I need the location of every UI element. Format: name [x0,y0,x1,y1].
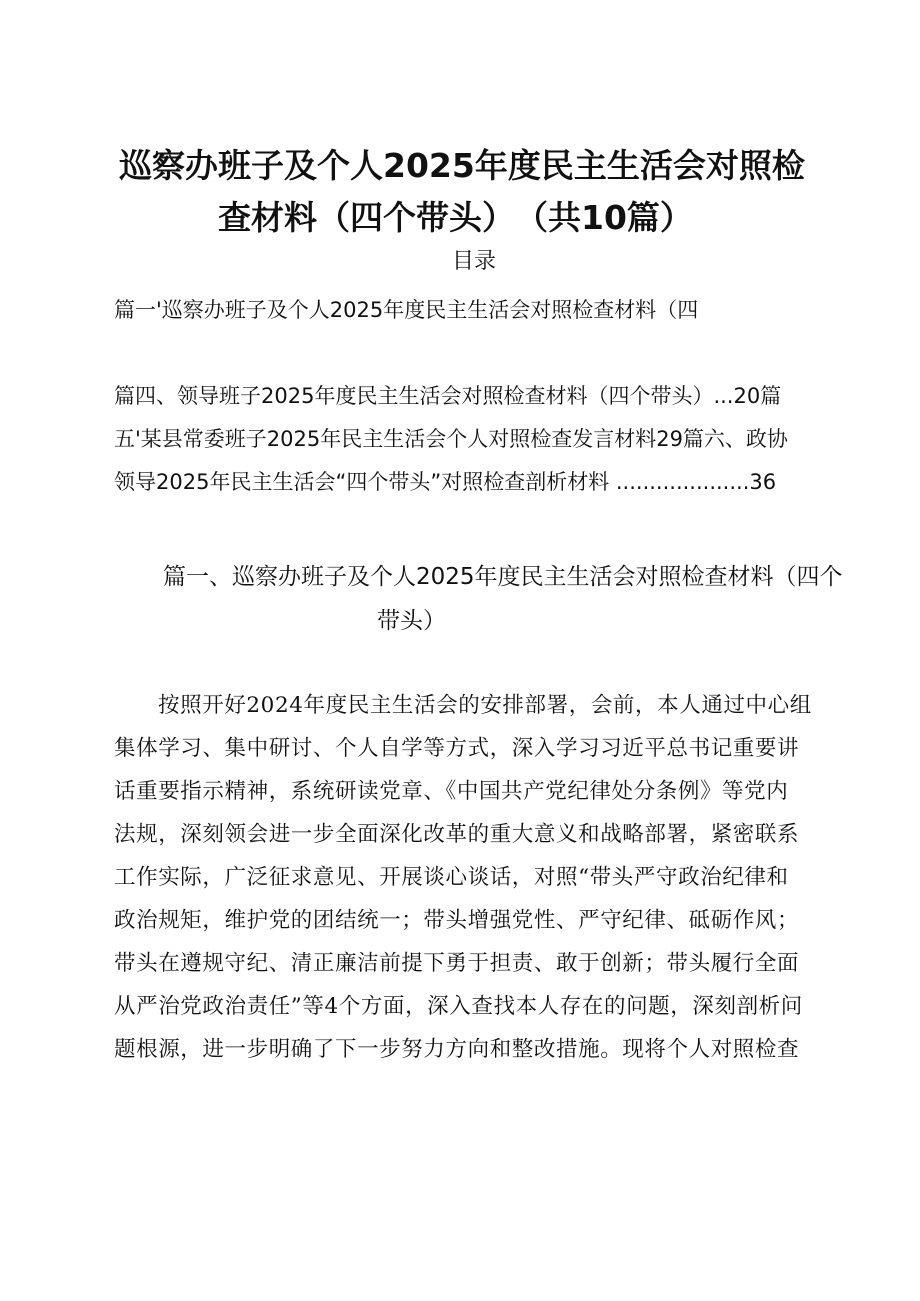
toc-entry[interactable]: 五'某县常委班子2025年民主生活会个人对照检查发言材料29篇六、政协 [114,427,788,451]
toc-heading: 目录 [452,249,497,274]
body-text-line: 题根源，进一步明确了下一步努力方向和整改措施。现将个人对照检查 [114,1037,800,1062]
body-text-line: 工作实际，广泛征求意见、开展谈心谈话，对照“带头严守政治纪律和 [114,865,789,890]
body-text-line: 按照开好2024年度民主生活会的安排部署，会前，本人通过中心组 [158,693,812,718]
section-heading-line-2: 带头） [377,608,446,634]
document-title-line-1: 巡察办班子及个人2025年度民主生活会对照检 [119,146,805,185]
body-text-line: 话重要指示精神，系统研读党章、《中国共产党纪律处分条例》等党内 [114,779,789,804]
body-text-line: 带头在遵规守纪、清正廉洁前提下勇于担责、敢于创新；带头履行全面 [114,951,800,976]
body-text-line: 集体学习、集中研讨、个人自学等方式，深入学习习近平总书记重要讲 [114,736,800,761]
section-heading-line-1: 篇一、巡察办班子及个人2025年度民主生活会对照检查材料（四个 [163,564,843,590]
toc-entry[interactable]: 领导2025年民主生活会“四个带头”对照检查剖析材料 ....................36 [114,470,777,494]
body-text-line: 法规，深刻领会进一步全面深化改革的重大意义和战略部署，紧密联系 [114,822,800,847]
toc-entry[interactable]: 篇一'巡察办班子及个人2025年度民主生活会对照检查材料（四 [114,298,699,322]
body-text-line: 政治规矩，维护党的团结统一；带头增强党性、严守纪律、砥砺作风； [114,908,800,933]
document-title-line-2: 查材料（四个带头） （共10篇） [218,198,693,237]
body-text-line: 从严治党政治责任”等4个方面，深入查找本人存在的问题，深刻剖析问 [114,994,803,1019]
toc-entry[interactable]: 篇四、领导班子2025年度民主生活会对照检查材料（四个带头）...20篇 [114,384,782,408]
